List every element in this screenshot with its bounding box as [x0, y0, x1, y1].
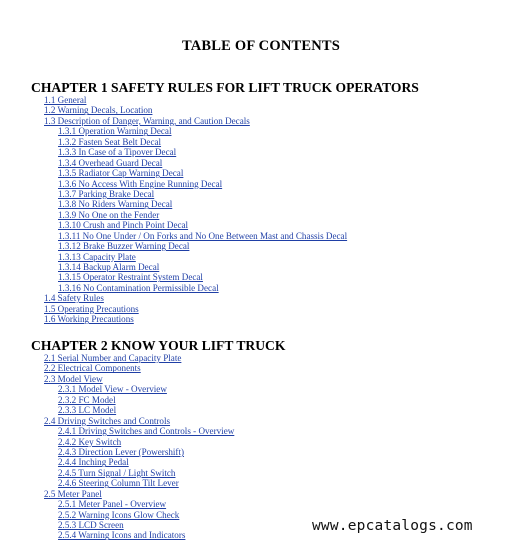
toc-link[interactable]: 1.5 Operating Precautions [44, 303, 139, 314]
chapter-1-heading: CHAPTER 1 SAFETY RULES FOR LIFT TRUCK OPERATORS [31, 80, 419, 95]
toc-link[interactable]: 2.5 Meter Panel [44, 488, 102, 499]
toc-link[interactable]: 1.6 Working Precautions [44, 314, 134, 325]
toc-link[interactable]: 1.3.5 Radiator Cap Warning Decal [58, 168, 184, 179]
toc-entry [0, 520, 234, 530]
toc-link[interactable]: 1.3.1 Operation Warning Decal [58, 126, 172, 137]
toc-link[interactable]: 1.3.15 Operator Restraint System Decal [58, 272, 203, 283]
toc-link[interactable]: 1.3.8 No Riders Warning Decal [58, 199, 173, 210]
toc-link[interactable]: 1.3.14 Backup Alarm Decal [58, 262, 160, 272]
toc-title: TABLE OF CONTENTS [181, 38, 341, 54]
toc-link[interactable]: 1.3 Description of Danger, Warning, and Caution Decals [44, 115, 250, 126]
toc-entry [0, 189, 347, 199]
toc-link[interactable]: 2.4.1 Driving Switches and Controls - Overview [58, 426, 235, 437]
toc-entry [0, 168, 347, 178]
toc-link[interactable]: 2.5.4 Warning Icons and Indicators [58, 530, 186, 541]
toc-entry [0, 384, 234, 394]
toc-link[interactable]: 2.4.4 Inching Pedal [58, 457, 129, 468]
toc-link[interactable]: 2.4.6 Steering Column Tilt Lever [58, 478, 179, 489]
toc-link[interactable]: 1.3.11 No One Under / On Forks and No One Between Mast and Chassis Decal [58, 230, 348, 241]
toc-entry [0, 210, 347, 220]
toc-entry [0, 437, 234, 447]
toc-link[interactable]: 2.5.3 LCD Screen [58, 520, 124, 530]
toc-link[interactable]: 2.5.2 Warning Icons Glow Check [58, 509, 180, 520]
toc-entry [0, 158, 347, 168]
toc-entry [0, 530, 234, 540]
toc-link[interactable]: 1.1 General [44, 95, 87, 105]
toc-entry [0, 426, 234, 436]
toc-link[interactable]: 2.3.3 LC Model [58, 405, 117, 416]
toc-link[interactable]: 1.3.10 Crush and Pinch Point Decal [58, 220, 189, 231]
toc-entry [0, 147, 347, 157]
toc-entry [0, 374, 234, 384]
toc-entry [0, 105, 347, 115]
toc-link[interactable]: 1.3.13 Capacity Plate [58, 251, 136, 262]
toc-link[interactable]: 2.4.3 Direction Lever (Powershift) [58, 446, 185, 457]
chapter-2-entries [0, 353, 234, 541]
toc-entry [0, 489, 234, 499]
watermark: www.epcatalogs.com [312, 518, 473, 534]
toc-link[interactable]: 2.3.2 FC Model [58, 394, 116, 405]
toc-entry [0, 353, 234, 363]
toc-link[interactable]: 2.3 Model View [44, 373, 103, 384]
toc-entry [0, 231, 347, 241]
toc-entry [0, 95, 347, 105]
toc-link[interactable]: 1.3.12 Brake Buzzer Warning Decal [58, 241, 190, 252]
toc-entry [0, 447, 234, 457]
toc-entry [0, 304, 347, 314]
toc-entry [0, 262, 347, 272]
toc-entry [0, 395, 234, 405]
toc-entry [0, 314, 347, 324]
toc-link[interactable]: 1.3.6 No Access With Engine Running Decal [58, 178, 223, 189]
toc-link[interactable]: 1.3.3 In Case of a Tipover Decal [58, 147, 177, 158]
toc-entry [0, 499, 234, 509]
toc-entry [0, 272, 347, 282]
toc-link[interactable]: 1.2 Warning Decals, Location [44, 105, 153, 116]
toc-link[interactable]: 2.3.1 Model View - Overview [58, 384, 167, 395]
toc-link[interactable]: 1.3.16 No Contamination Permissible Decal [58, 282, 219, 293]
toc-entry [0, 468, 234, 478]
toc-entry [0, 416, 234, 426]
toc-link[interactable]: 2.1 Serial Number and Capacity Plate [44, 353, 182, 363]
toc-link[interactable]: 1.3.4 Overhead Guard Decal [58, 157, 163, 168]
toc-entry [0, 405, 234, 415]
toc-entry [0, 137, 347, 147]
toc-link[interactable]: 2.4.2 Key Switch [58, 436, 122, 447]
toc-link[interactable]: 1.4 Safety Rules [44, 293, 104, 304]
toc-entry [0, 126, 347, 136]
toc-entry [0, 457, 234, 467]
toc-entry [0, 478, 234, 488]
toc-entry [0, 363, 234, 373]
chapter-2-heading: CHAPTER 2 KNOW YOUR LIFT TRUCK [31, 338, 286, 353]
toc-entry [0, 510, 234, 520]
toc-entry [0, 252, 347, 262]
toc-entry [0, 116, 347, 126]
toc-link[interactable]: 2.5.1 Meter Panel - Overview [58, 499, 167, 510]
toc-entry [0, 220, 347, 230]
toc-link[interactable]: 1.3.9 No One on the Fender [58, 209, 160, 220]
toc-entry [0, 293, 347, 303]
chapter-1-entries [0, 95, 347, 325]
toc-entry [0, 241, 347, 251]
toc-entry [0, 283, 347, 293]
toc-link[interactable]: 2.4.5 Turn Signal / Light Switch [58, 467, 176, 478]
toc-entry [0, 179, 347, 189]
toc-entry [0, 199, 347, 209]
toc-link[interactable]: 1.3.7 Parking Brake Decal [58, 188, 155, 199]
toc-link[interactable]: 2.2 Electrical Components [44, 363, 141, 374]
toc-link[interactable]: 1.3.2 Fasten Seat Belt Decal [58, 136, 162, 147]
toc-link[interactable]: 2.4 Driving Switches and Controls [44, 415, 171, 426]
